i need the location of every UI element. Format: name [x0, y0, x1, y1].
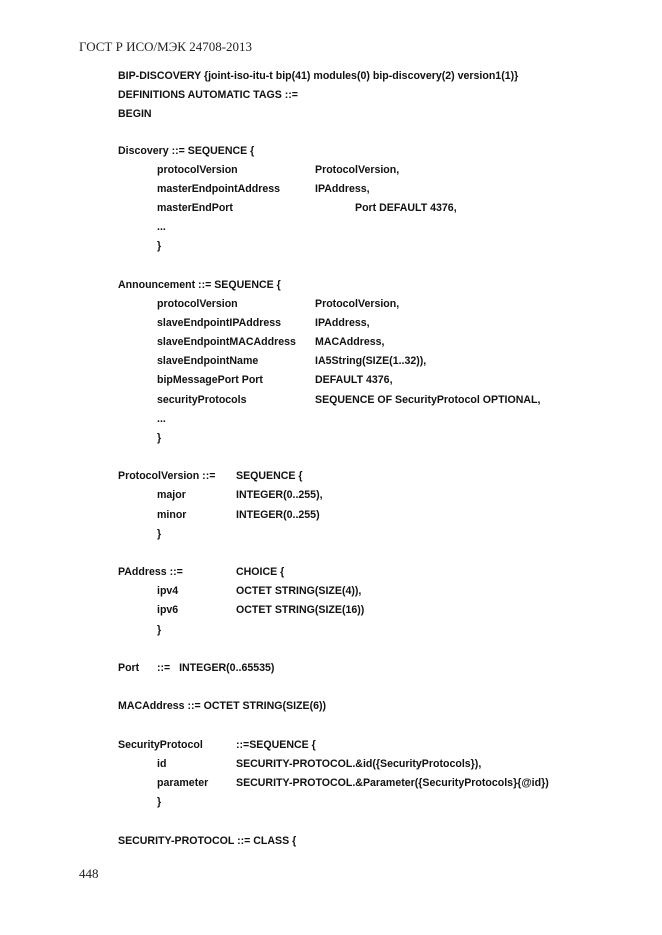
security-protocol-field-type: SECURITY-PROTOCOL.&Parameter({SecurityProtocols}{@id}): [236, 777, 549, 789]
announcement-field-type: ProtocolVersion,: [315, 298, 400, 310]
protocol-version-sequence: SEQUENCE {: [236, 470, 303, 482]
security-protocol-field-type: SECURITY-PROTOCOL.&id({SecurityProtocols}),: [236, 758, 482, 770]
discovery-field-type: IPAddress,: [315, 183, 370, 195]
announcement-field-name: securityProtocols: [157, 394, 247, 406]
announcement-field-name: slaveEndpointName: [157, 355, 259, 367]
mac-address-definition: MACAddress ::= OCTET STRING(SIZE(6)): [118, 700, 327, 712]
protocol-version-field-name: major: [157, 489, 186, 501]
security-protocol-close-brace: }: [157, 796, 162, 808]
protocol-version-field-name: minor: [157, 509, 187, 521]
announcement-field-name: slaveEndpointMACAddress: [157, 336, 296, 348]
discovery-field-name: masterEndPort: [157, 202, 233, 214]
module-definition-line: BIP-DISCOVERY {joint-iso-itu-t bip(41) modules(0) bip-discovery(2) version1(1)}: [118, 70, 519, 82]
announcement-field-type: MACAddress,: [315, 336, 385, 348]
protocol-version-heading: ProtocolVersion ::=: [118, 470, 216, 482]
announcement-heading: Announcement ::= SEQUENCE {: [118, 279, 281, 291]
security-protocol-field-name: id: [157, 758, 167, 770]
announcement-ellipsis: ...: [157, 413, 166, 425]
discovery-close-brace: }: [157, 240, 162, 252]
ip-address-field-name: ipv6: [157, 604, 179, 616]
announcement-field-type: SEQUENCE OF SecurityProtocol OPTIONAL,: [315, 394, 541, 406]
discovery-field-type: Port DEFAULT 4376,: [355, 202, 457, 214]
ip-address-field-type: OCTET STRING(SIZE(16)): [236, 604, 365, 616]
security-protocol-heading: SecurityProtocol: [118, 739, 203, 751]
announcement-field-name: slaveEndpointIPAddress: [157, 317, 282, 329]
discovery-ellipsis: ...: [157, 221, 166, 233]
ip-address-field-type: OCTET STRING(SIZE(4)),: [236, 585, 362, 597]
document-header: ГОСТ Р ИСО/МЭК 24708-2013: [79, 39, 253, 54]
protocol-version-close-brace: }: [157, 528, 162, 540]
announcement-field-type: DEFAULT 4376,: [315, 374, 393, 386]
discovery-heading: Discovery ::= SEQUENCE {: [118, 145, 255, 157]
security-protocol-class-heading: SECURITY-PROTOCOL ::= CLASS {: [118, 835, 297, 847]
page-number: 448: [79, 866, 99, 881]
announcement-field-name: protocolVersion: [157, 298, 238, 310]
begin-line: BEGIN: [118, 108, 152, 120]
ip-address-heading: PAddress ::=: [118, 566, 183, 578]
security-protocol-field-name: parameter: [157, 777, 209, 789]
ip-address-choice: CHOICE {: [236, 566, 285, 578]
port-type-definition: ::= INTEGER(0..65535): [157, 662, 275, 674]
discovery-field-name: protocolVersion: [157, 164, 238, 176]
definitions-line: DEFINITIONS AUTOMATIC TAGS ::=: [118, 89, 298, 101]
security-protocol-sequence: ::=SEQUENCE {: [236, 739, 316, 751]
discovery-field-type: ProtocolVersion,: [315, 164, 400, 176]
ip-address-field-name: ipv4: [157, 585, 179, 597]
discovery-field-name: masterEndpointAddress: [157, 183, 281, 195]
port-type-name: Port: [118, 662, 140, 674]
announcement-close-brace: }: [157, 432, 162, 444]
announcement-field-name: bipMessagePort Port: [157, 374, 263, 386]
announcement-field-type: IA5String(SIZE(1..32)),: [315, 355, 427, 367]
announcement-field-type: IPAddress,: [315, 317, 370, 329]
ip-address-close-brace: }: [157, 624, 162, 636]
protocol-version-field-type: INTEGER(0..255): [236, 509, 320, 521]
protocol-version-field-type: INTEGER(0..255),: [236, 489, 323, 501]
